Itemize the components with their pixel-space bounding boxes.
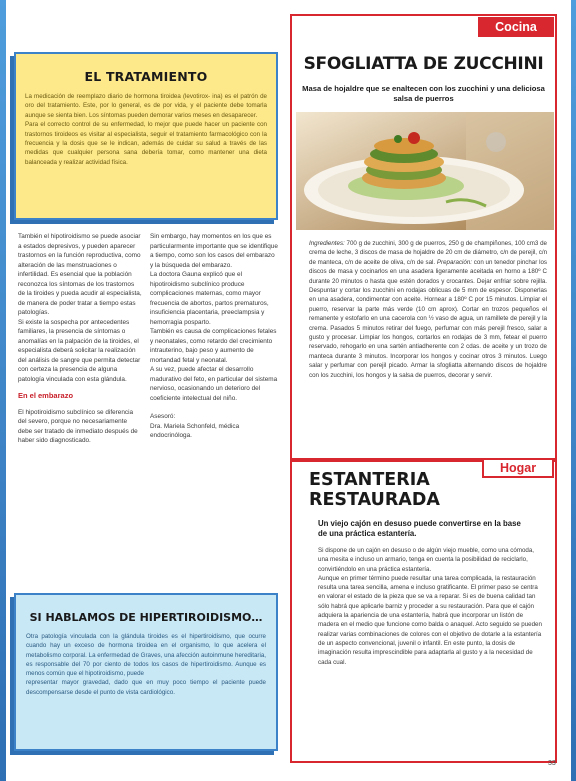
hipertiroidismo-paragraph-2: representar mayor gravedad, dado que en muy poco tiempo el paciente puede descompensarse desde el punto de vista cardiológico.	[26, 679, 266, 696]
embarazo-subtitle: En el embarazo	[18, 391, 74, 400]
hogar-paragraph-1: Si dispone de un cajón en desuso o de algún viejo mueble, como una cómoda, una mesita e incluso un armario, tenga en cuenta la posibilidad de reciclarlo, convirtiéndolo en una práctica estantería.	[318, 547, 535, 573]
tratamiento-title: EL TRATAMIENTO	[84, 69, 208, 84]
asesoro-label: Asesoró:	[150, 413, 176, 420]
hogar-section-tag: Hogar	[482, 458, 554, 478]
preparation-label: Preparación:	[435, 258, 473, 266]
cocina-section-tag: Cocina	[478, 17, 554, 37]
recipe-title: SFOGLIATTA DE ZUCCHINI	[303, 54, 544, 74]
hogar-paragraph-2: Aunque en primer término puede resultar una tarea complicada, la restauración resulta una tarea sencilla, amena e incluso gratificante. El primer paso se centra en valorar el estado de la pieza que se va a reparar. Si es de buena calidad tan sólo habrá que aplicarle barniz y proceder a su restauración. Para que el cajón adquiera la apariencia de una estantería, habrá que incorporar un listón de madera en el medio que funcione como balda o anaquel. Acto seguido se pueden realizar varias combinaciones de colores con el objetivo de dotarle a la estantería de un aspecto convencional, juvenil o infantil. En este punto, la dosis de imaginación resulta imprescindible para adaptarla al gusto y a la necesidad de cada cual.	[318, 574, 542, 666]
hogar-text	[318, 546, 543, 667]
cocina-frame	[290, 14, 557, 460]
tratamiento-paragraph-2: Para el correcto control de su enfermedad, lo mejor que puede hacer un paciente con trastornos tiroideos es visitar al especialista, seguir el tratamiento farmacológico con la frecuencia y la dosis que se le indican, además de cuidar su salud a través de las medidas que cualquier persona sana debería tomar, como mantener una dieta balanceada y realizar actividad física.	[25, 121, 267, 166]
recipe-subtitle: Masa de hojaldre que se enaltecen con los zucchini y una deliciosa salsa de puerros	[302, 84, 545, 103]
hipertiroidismo-title: SI HABLAMOS DE HIPERTIROIDISMO…	[29, 611, 263, 624]
preparation-text: con un tenedor pinchar los discos de masa y cocinarlos en una asadera ligeramente aceitada en horno a 180º C durante 20 minutos o hasta que estén dorados y crocantes. Dejar enfriar sobre rejilla. Despuntar y cortar los zucchini en rodajas oblicuas de 5 mm de espesor. Disponerlas en una asadera, condimentar con aceite. Hornear a 180º C por 15 minutos. Limpiar el puerro, reservar la parte más verde (10 cm aprox). Cortar en trozos pequeños el remanente y estofarlo en una cacerola con ½ vaso de agua, un ramillete de perejil y la crema. Pasados 5 minutos retirar del fuego, perfumar con más perejil fresco, salar a gusto y procesar. Limpiar los hongos, cortarlos en rodajas de 3 mm, fetear el puerro reservado, rehogarlo en una sartén antiadherente con 2 cdas. de aceite y un trozo de manteca durante 3 minutos. Incorporar los hongos y cocinar otros 3 minutos. Luego salar y perfumar con perejil picado. Armar la sfogliatta alternando discos de hojaldre con los zucchini, los hongos y la salsa de puerros, decorar y servir.	[309, 258, 547, 379]
hogar-title	[309, 470, 489, 510]
hogar-subtitle: Un viejo cajón en desuso puede convertirse en la base de una práctica estantería.	[318, 519, 521, 538]
column-right-paragraph-3: También es causa de complicaciones fetales y neonatales, como retardo del crecimiento intrauterino, bajo peso y aumento de mortandad fetal y neonatal.	[150, 328, 277, 364]
article-column-right	[150, 232, 278, 441]
column-left-paragraph-1: También el hipotiroidismo se puede asociar a estados depresivos, y pueden aparecer trastornos en la función reproductiva, como alteración de las menstruaciones o infertilidad. Es esencial que la población reconozca los síntomas de los trastornos de la tiroides y pueda acudir al especialista, de manera de poder tratar a tiempo estas patologías.	[18, 233, 142, 316]
tratamiento-paragraph-1: La medicación de reemplazo diario de hormona tiroidea (levotirox- ina) es el patrón de oro del tratamiento. Este, por lo general, es de por vida, y el paciente debe tomarla aunque se sienta bien. Los síntomas pueden demorar varios meses en desaparecer.	[25, 93, 267, 119]
tratamiento-box	[14, 52, 278, 220]
hipertiroidismo-box	[14, 593, 278, 751]
asesoro-name: Dra. Mariela Schonfeld, médica endocrinóloga.	[150, 422, 240, 439]
ingredients-text: 700 g de zucchini, 300 g de puerros, 250 g de champiñones, 100 cm3 de crema de leche, 3 discos de masa de hojaldre de 20 cm de diámetro, c/n de perejil, c/n de manteca, c/n de aceite de oliva, c/n de sal.	[309, 240, 548, 266]
page-number: 33	[548, 760, 556, 767]
hogar-title-line-2: RESTAURADA	[309, 490, 440, 510]
recipe-text	[309, 239, 547, 380]
ingredients-label: Ingredientes:	[309, 240, 345, 247]
column-right-paragraph-1: Sin embargo, hay momentos en los que es particularmente importante que se identifique a tiempo, como son los casos del embarazo y la búsqueda del embarazo.	[150, 233, 278, 269]
right-edge-band	[571, 0, 576, 781]
sfogliatta-dish-illustration	[296, 112, 554, 230]
article-column-left	[18, 232, 142, 446]
recipe-photo	[296, 112, 554, 230]
column-left-paragraph-2: Si existe la sospecha por antecedentes familiares, la presencia de síntomas o anomalías en la palpación de la tiroides, el especialista deberá solicitar la realización del análisis de sangre que permita detectar con certeza la presencia de alguna patología vinculada con esta glándula.	[18, 318, 141, 383]
left-edge-band	[0, 0, 6, 781]
column-right-paragraph-4: A su vez, puede afectar el desarrollo madurativo del feto, en particular del sistema nervioso, ocasionando un deterioro del coeficiente intelectual del niño.	[150, 366, 278, 402]
column-right-paragraph-2: La doctora Gauna explicó que el hipotiroidismo subclínico produce complicaciones maternas, como mayor frecuencia de abortos, partos prematuros, insuficiencia placentaria, preeclampsia y hemorragia posparto.	[150, 271, 269, 326]
hogar-title-line-1: ESTANTERIA	[309, 470, 430, 490]
column-left-paragraph-3: El hipotiroidismo subclínico se diferencia del severo, porque no necesariamente debe ser tratado de inmediato después de haber sido diagnosticado.	[18, 408, 138, 444]
hipertiroidismo-paragraph-1: Otra patología vinculada con la glándula tiroides es el hipertiroidismo, que ocurre cuando hay un exceso de hormona tiroidea en el organismo, lo que acelera el metabolismo corporal. La enfermedad de Graves, una afección autoinmune hereditaria, es responsable del 70 por ciento de todos los casos de hipertiroidismo. Aunque es menos común que el hipotiroidismo, puede	[26, 633, 266, 678]
